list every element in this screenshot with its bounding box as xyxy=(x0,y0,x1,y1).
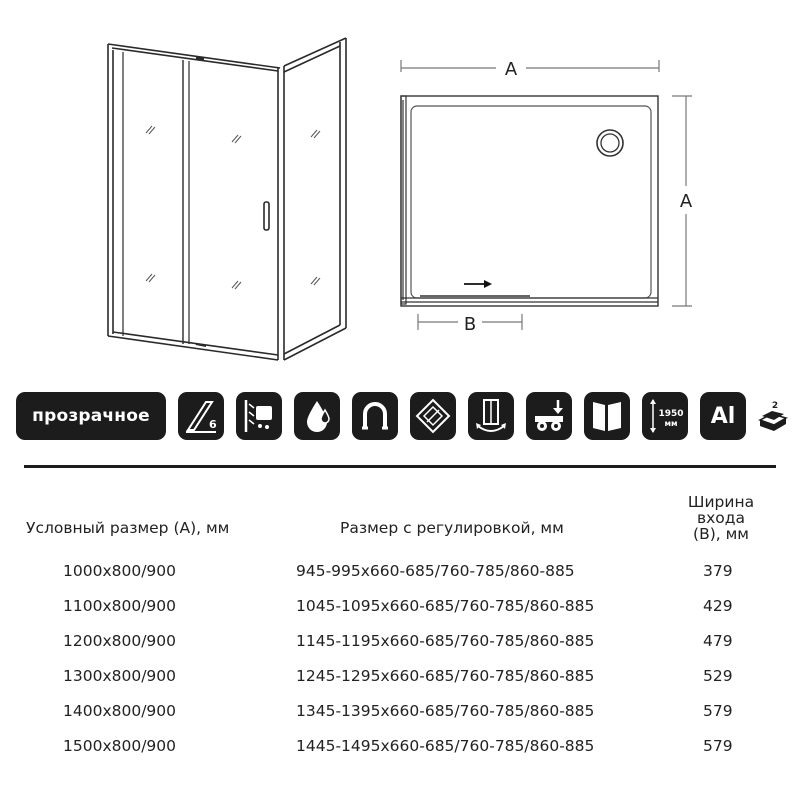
sliding-door-icon xyxy=(584,392,630,440)
table-row xyxy=(0,597,800,621)
dimension-a-side-label: A xyxy=(679,191,693,212)
water-repellent-icon xyxy=(294,392,340,440)
package-count-icon xyxy=(758,392,788,440)
cell-entry-width: 579 xyxy=(703,737,733,755)
profile-material-label: Al xyxy=(710,403,736,429)
height-icon xyxy=(642,392,688,440)
height-unit: мм xyxy=(664,419,678,428)
cell-size: 1300x800/900 xyxy=(63,667,177,685)
cell-adjustment: 1345-1395x660-685/760-785/860-885 xyxy=(296,702,595,720)
table-row xyxy=(0,737,800,761)
cell-adjustment: 945-995x660-685/760-785/860-885 xyxy=(296,562,575,580)
feature-icons-row xyxy=(16,392,786,440)
glass-thickness-icon xyxy=(178,392,224,440)
cell-entry-width: 479 xyxy=(703,632,733,650)
header-entry-width-line: (В), мм xyxy=(693,525,749,543)
header-adjustment-range: Размер с регулировкой, мм xyxy=(340,519,564,537)
roller-mechanism-icon xyxy=(526,392,572,440)
glass-type-badge: прозрачное xyxy=(16,392,166,440)
table-row xyxy=(0,562,800,586)
cell-entry-width: 429 xyxy=(703,597,733,615)
cell-adjustment: 1045-1095x660-685/760-785/860-885 xyxy=(296,597,595,615)
cell-adjustment: 1145-1195x660-685/760-785/860-885 xyxy=(296,632,595,650)
cell-size: 1000x800/900 xyxy=(63,562,177,580)
dimension-b-label: B xyxy=(463,314,477,335)
package-count-value: 2 xyxy=(771,401,779,411)
cell-size: 1100x800/900 xyxy=(63,597,177,615)
cell-size: 1400x800/900 xyxy=(63,702,177,720)
glass-reflection-marks xyxy=(146,126,320,289)
table-row xyxy=(0,667,800,691)
header-nominal-size: Условный размер (А), мм xyxy=(26,519,230,537)
header-entry-width-line: входа xyxy=(696,509,745,527)
enclosure-perspective-view xyxy=(108,38,346,360)
cell-adjustment: 1445-1495x660-685/760-785/860-885 xyxy=(296,737,595,755)
aluminium-profile-icon xyxy=(700,392,746,440)
cell-entry-width: 579 xyxy=(703,702,733,720)
table-row xyxy=(0,632,800,656)
magnetic-seal-icon xyxy=(352,392,398,440)
table-row xyxy=(0,702,800,726)
reversible-mount-icon xyxy=(468,392,514,440)
header-entry-width xyxy=(676,494,766,542)
sliding-direction-arrow xyxy=(464,280,492,288)
cell-entry-width: 379 xyxy=(703,562,733,580)
header-entry-width-line: Ширина xyxy=(687,493,755,511)
technical-drawing xyxy=(0,0,800,380)
cell-entry-width: 529 xyxy=(703,667,733,685)
cell-adjustment: 1245-1295x660-685/760-785/860-885 xyxy=(296,667,595,685)
dimension-a-top-label: A xyxy=(504,59,518,80)
enclosure-top-view xyxy=(401,60,692,330)
section-divider xyxy=(24,465,776,468)
cell-size: 1200x800/900 xyxy=(63,632,177,650)
glass-thickness-value: 6 xyxy=(209,418,217,431)
height-value: 1950 xyxy=(658,409,684,419)
cell-size: 1500x800/900 xyxy=(63,737,177,755)
easy-clean-coating-icon xyxy=(236,392,282,440)
adjustable-profile-icon xyxy=(410,392,456,440)
